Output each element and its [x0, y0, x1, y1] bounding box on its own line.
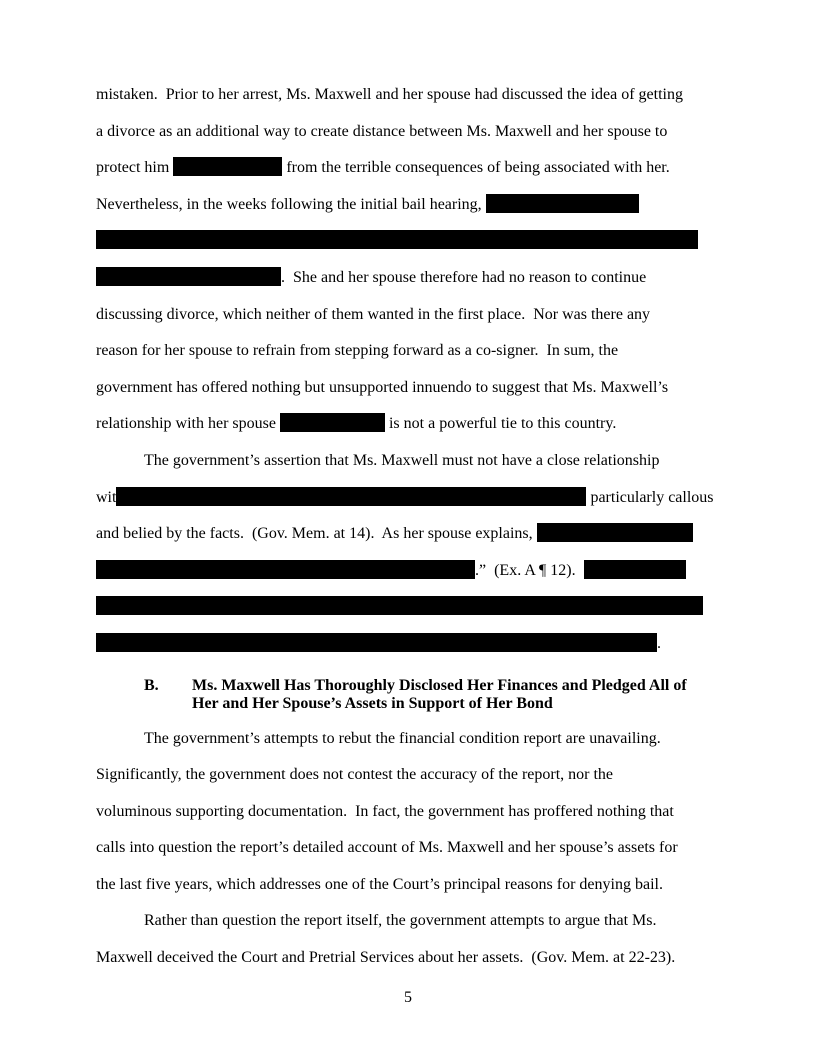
text-line [96, 903, 736, 940]
redaction-bar [537, 523, 693, 542]
redaction-bar [116, 487, 586, 506]
redaction-bar [173, 157, 282, 176]
text-line [96, 757, 736, 794]
text-line [96, 794, 736, 831]
text-run: The government’s attempts to rebut the financial condition report are unavailing. [144, 729, 661, 747]
page-number: 5 [404, 989, 412, 1006]
text-run: . She and her spouse therefore had no reason to continue [281, 268, 647, 286]
text-line [96, 223, 736, 260]
text-run: Maxwell deceived the Court and Pretrial Services about her assets. (Gov. Mem. at 22-23). [96, 949, 676, 967]
text-run: mistaken. Prior to her arrest, Ms. Maxwell and her spouse had discussed the idea of getting [96, 86, 683, 103]
document-content [96, 77, 736, 977]
text-line [96, 114, 736, 151]
text-line [96, 406, 736, 443]
redaction-bar [96, 267, 281, 286]
text-run: protect him [96, 159, 174, 177]
text-line [96, 940, 736, 977]
text-run: reason for her spouse to refrain from stepping forward as a co-signer. In sum, the [96, 342, 619, 360]
redaction-bar [584, 560, 686, 579]
text-run: relationship with her spouse [96, 415, 280, 433]
text-line [96, 589, 736, 626]
redaction-bar [96, 633, 657, 652]
text-line [96, 553, 736, 590]
text-line [96, 297, 736, 334]
text-line [96, 867, 736, 904]
section-heading-label: B. [144, 676, 159, 694]
text-line [96, 721, 736, 758]
section-heading-text [192, 677, 687, 714]
text-run: . [657, 634, 661, 652]
text-run: Nevertheless, in the weeks following the initial bail hearing, [96, 195, 486, 213]
section-heading [96, 677, 736, 714]
redaction-bar [486, 194, 639, 213]
text-run: government has offered nothing but unsupported innuendo to suggest that Ms. Maxwell’s [96, 378, 669, 396]
text-run: wit [96, 488, 117, 506]
text-line [96, 626, 736, 663]
redaction-bar [280, 413, 385, 432]
text-run: is not a powerful tie to this country. [384, 415, 617, 433]
text-run: The government’s assertion that Ms. Maxwell must not have a close relationship [144, 451, 660, 469]
text-run: discussing divorce, which neither of them wanted in the first place. Nor was there any [96, 305, 651, 323]
text-run: Rather than question the report itself, the government attempts to argue that Ms. [144, 912, 657, 930]
text-line [96, 77, 736, 114]
redaction-bar [96, 596, 703, 615]
text-run: a divorce as an additional way to create distance between Ms. Maxwell and her spouse to [96, 122, 668, 140]
text-run: Significantly, the government does not contest the accuracy of the report, nor the [96, 766, 614, 784]
text-line [96, 830, 736, 867]
text-run: particularly callous [586, 488, 714, 506]
redaction-bar [96, 230, 698, 249]
section-heading-line: Ms. Maxwell Has Thoroughly Disclosed Her Finances and Pledged All of [192, 676, 687, 694]
text-run: .” (Ex. A ¶ 12). [475, 561, 584, 579]
text-line [96, 516, 736, 553]
text-line [96, 260, 736, 297]
text-run: the last five years, which addresses one of the Court’s principal reasons for denying bail. [96, 875, 663, 893]
text-run: calls into question the report’s detailed account of Ms. Maxwell and her spouse’s assets for [96, 839, 678, 857]
section-heading-line: Her and Her Spouse’s Assets in Support of Her Bond [192, 695, 553, 712]
text-line [96, 187, 736, 224]
redaction-bar [96, 560, 475, 579]
text-line [96, 370, 736, 407]
text-line [96, 150, 736, 187]
text-line [96, 480, 736, 517]
text-line [96, 333, 736, 370]
text-line [96, 443, 736, 480]
text-run: and belied by the facts. (Gov. Mem. at 14). As her spouse explains, [96, 525, 537, 543]
text-run: from the terrible consequences of being associated with her. [282, 159, 670, 177]
text-run: voluminous supporting documentation. In fact, the government has proffered nothing that [96, 802, 674, 820]
